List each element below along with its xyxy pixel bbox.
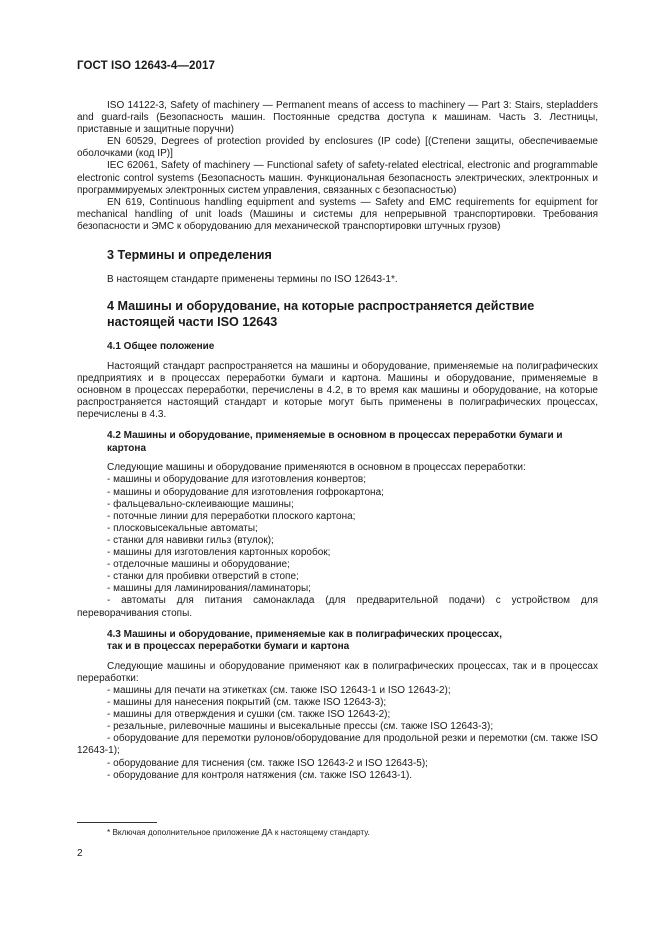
- list-item: - станки для навивки гильз (втулок);: [107, 534, 274, 546]
- list-item: - машины для изготовления картонных коробок;: [107, 547, 331, 559]
- normative-references: [77, 100, 598, 233]
- list-item: - машины для печати на этикетках (см. также ISO 12643-1 и ISO 12643-2);: [107, 684, 451, 696]
- section-4-3-heading-line1: 4.3 Машины и оборудование, применяемые как в полиграфических процессах,: [107, 628, 502, 640]
- reference-item: EN 60529, Degrees of protection provided by enclosures (IP code) [(Степени защиты, обеспечиваемые оболочками (код IP)]: [77, 136, 598, 160]
- section-3-text: В настоящем стандарте применены термины по ISO 12643-1*.: [107, 274, 398, 286]
- page-number: 2: [77, 848, 83, 859]
- list-item: - фальцевально-склеивающие машины;: [107, 498, 294, 510]
- list-item: - оборудование для контроля натяжения (см. также ISO 12643-1).: [107, 769, 413, 781]
- list-item: - плосковысекальные автоматы;: [107, 522, 258, 534]
- reference-item: ISO 14122-3, Safety of machinery — Permanent means of access to machinery — Part 3: Stairs, stepladders and guard-rails (Безопасность машин. Постоянные средства доступа к машинам. Часть 3. Лестницы, приставные и защитные поручни): [77, 100, 598, 136]
- list-item: - отделочные машины и оборудование;: [107, 559, 290, 571]
- list-item: - станки для пробивки отверстий в стопе;: [107, 571, 299, 583]
- list-item: - машины и оборудование для изготовления гофрокартона;: [107, 486, 384, 498]
- list-item: - машины и оборудование для изготовления конвертов;: [107, 474, 366, 486]
- section-4-3-list: [77, 685, 598, 782]
- list-item: - резальные, рилевочные машины и высекальные прессы (см. также ISO 12643-3);: [107, 721, 494, 733]
- section-4-1-heading: 4.1 Общее положение: [107, 341, 215, 353]
- reference-item: IEC 62061, Safety of machinery — Functional safety of safety-related electrical, electronic and programmable electronic control systems (Безопасность машин. Функциональная безопасность электрических, электронных и программируемых электронных систем управления, связанных с безопасностью): [77, 160, 598, 196]
- footnote: * Включая дополнительное приложение ДА к настоящему стандарту.: [107, 828, 370, 837]
- section-4-3-heading: [107, 629, 598, 654]
- standard-header: ГОСТ ISO 12643-4—2017: [77, 60, 215, 72]
- section-4-2-list: [77, 474, 598, 619]
- section-3-heading: 3 Термины и определения: [107, 248, 272, 263]
- section-4-2-intro: Следующие машины и оборудование применяются в основном в процессах переработки:: [107, 462, 526, 474]
- list-item: - машины для ламинирования/ламинаторы;: [107, 583, 311, 595]
- list-item: - машины для нанесения покрытий (см. также ISO 12643-3);: [107, 697, 387, 709]
- list-item: - оборудование для тиснения (см. также ISO 12643-2 и ISO 12643-5);: [107, 757, 428, 769]
- footnote-divider: [77, 822, 157, 823]
- page-body: [77, 100, 598, 782]
- reference-item: EN 619, Continuous handling equipment and systems — Safety and EMC requirements for equipment for mechanical handling of unit loads (Машины и системы для непрерывной транспортировки. Требования безопасности и ЭМС к оборудованию для механической транспортировки штучных грузов): [77, 196, 598, 232]
- section-4-heading: 4 Машины и оборудование, на которые распространяется действие настоящей части ISO 12643: [107, 299, 535, 329]
- section-4-2-heading: 4.2 Машины и оборудование, применяемые в основном в процессах переработки бумаги и картона: [107, 430, 563, 454]
- list-item: - поточные линии для переработки плоского картона;: [107, 510, 356, 522]
- section-4-3-heading-line2: так и в процессах переработки бумаги и картона: [107, 641, 350, 653]
- list-item: - машины для отверждения и сушки (см. также ISO 12643-2);: [107, 709, 391, 721]
- section-4-1-text: Настоящий стандарт распространяется на машины и оборудование, применяемые на полиграфических предприятиях и в процессах переработки бумаги и картона. Машины и оборудование, применяемые в основном в процессах переработки, перечислены в 4.2, в то время как машины и оборудование, на которые распространяется настоящий стандарт и которые могут быть применены в полиграфических процессах, перечислены в 4.3.: [77, 360, 598, 421]
- list-item: - автоматы для питания самонаклада (для предварительной подачи) с устройством для переворачивания стопы.: [77, 595, 598, 619]
- list-item: - оборудование для перемотки рулонов/оборудование для продольной резки и перемотки (см. также ISO 12643-1);: [77, 733, 598, 757]
- section-4-3-intro: Следующие машины и оборудование применяют как в полиграфических процессах, так и в процессах переработки:: [77, 660, 598, 684]
